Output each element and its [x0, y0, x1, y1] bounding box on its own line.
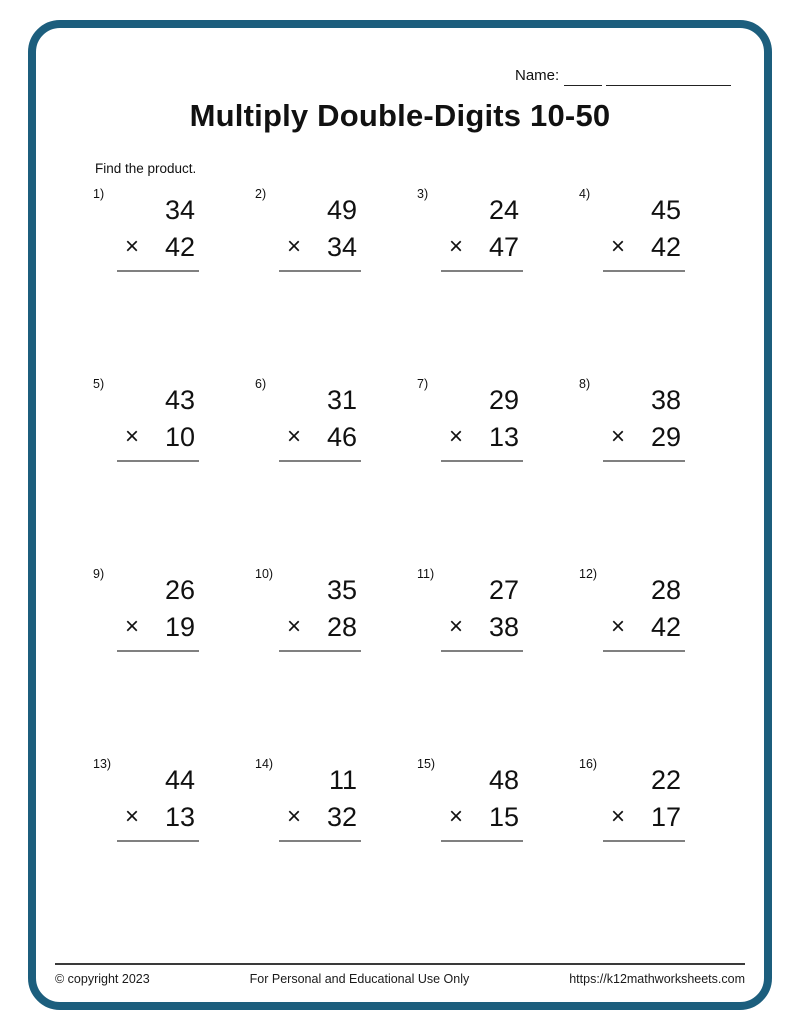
multiplier: 13: [488, 422, 519, 452]
multiplicand: 11: [328, 765, 357, 795]
problem-cell: [417, 376, 579, 566]
multiply-icon: ×: [611, 803, 626, 830]
problem-number: 4): [579, 187, 591, 201]
answer-line[interactable]: [117, 270, 199, 272]
problem-cell: [93, 186, 255, 376]
problem-work-area: [449, 762, 519, 842]
answer-line[interactable]: [279, 840, 361, 842]
operator-row: [449, 229, 519, 265]
problem-work-area: [125, 572, 195, 652]
problem-work-area: [449, 382, 519, 462]
problem-number: 9): [93, 567, 105, 581]
problem-cell: [93, 376, 255, 566]
problem-work-area: [449, 572, 519, 652]
operator-row: [611, 419, 681, 455]
name-line-segment: [564, 66, 602, 86]
multiply-icon: ×: [611, 423, 626, 450]
problem-work-area: [125, 762, 195, 842]
multiply-icon: ×: [125, 803, 140, 830]
answer-line[interactable]: [117, 650, 199, 652]
multiplier: 32: [326, 802, 357, 832]
name-label: Name:: [515, 67, 560, 84]
answer-line[interactable]: [441, 460, 523, 462]
problem-number: 1): [93, 187, 105, 201]
name-write-line: [564, 66, 731, 86]
multiplicand: 29: [488, 385, 519, 415]
multiplier: 29: [650, 422, 681, 452]
multiply-icon: ×: [449, 233, 464, 260]
multiplicand: 24: [488, 195, 519, 225]
problem-work-area: [125, 382, 195, 462]
problem-work-area: [125, 192, 195, 272]
problem-number: 8): [579, 377, 591, 391]
footer-divider: [55, 963, 745, 965]
operator-row: [449, 799, 519, 835]
answer-line[interactable]: [603, 840, 685, 842]
problem-work-area: [611, 382, 681, 462]
problem-work-area: [287, 382, 357, 462]
multiply-icon: ×: [287, 803, 302, 830]
multiplicand: 43: [164, 385, 195, 415]
multiply-icon: ×: [611, 233, 626, 260]
footer-url[interactable]: https://k12mathworksheets.com: [569, 972, 745, 986]
multiply-icon: ×: [449, 803, 464, 830]
problem-work-area: [611, 192, 681, 272]
multiplier: 38: [488, 612, 519, 642]
answer-line[interactable]: [279, 650, 361, 652]
answer-line[interactable]: [441, 270, 523, 272]
problem-number: 2): [255, 187, 267, 201]
problem-number: 11): [417, 567, 435, 581]
multiplicand: 31: [326, 385, 357, 415]
operator-row: [449, 419, 519, 455]
operator-row: [287, 229, 357, 265]
operator-row: [125, 799, 195, 835]
operator-row: [287, 419, 357, 455]
problem-cell: [255, 186, 417, 376]
problems-grid: [93, 186, 743, 946]
multiply-icon: ×: [611, 613, 626, 640]
answer-line[interactable]: [279, 270, 361, 272]
problem-work-area: [611, 762, 681, 842]
footer-usage-text: For Personal and Educational Use Only: [249, 972, 470, 986]
multiplier: 10: [164, 422, 195, 452]
multiplicand: 48: [488, 765, 519, 795]
problem-number: 16): [579, 757, 598, 771]
page-title: Multiply Double-Digits 10-50: [189, 98, 611, 133]
problem-number: 12): [579, 567, 598, 581]
operator-row: [287, 799, 357, 835]
footer-copyright: © copyright 2023: [55, 972, 150, 986]
instruction-text: Find the product.: [95, 161, 197, 176]
multiplier: 17: [650, 802, 681, 832]
answer-line[interactable]: [441, 650, 523, 652]
problem-number: 7): [417, 377, 429, 391]
answer-line[interactable]: [117, 460, 199, 462]
multiplier: 42: [650, 612, 681, 642]
operator-row: [611, 799, 681, 835]
answer-line[interactable]: [603, 460, 685, 462]
multiplier: 34: [326, 232, 357, 262]
multiply-icon: ×: [449, 613, 464, 640]
problem-cell: [255, 756, 417, 946]
name-line-segment: [606, 66, 731, 86]
problem-work-area: [287, 762, 357, 842]
answer-line[interactable]: [441, 840, 523, 842]
problem-cell: [579, 376, 741, 566]
multiply-icon: ×: [287, 233, 302, 260]
multiplicand: 49: [326, 195, 357, 225]
multiplier: 47: [488, 232, 519, 262]
problem-number: 3): [417, 187, 429, 201]
multiplier: 19: [164, 612, 195, 642]
problem-number: 15): [417, 757, 436, 771]
answer-line[interactable]: [117, 840, 199, 842]
multiply-icon: ×: [287, 613, 302, 640]
operator-row: [287, 609, 357, 645]
problem-number: 14): [255, 757, 274, 771]
problem-cell: [579, 186, 741, 376]
multiplier: 13: [164, 802, 195, 832]
operator-row: [611, 609, 681, 645]
problem-number: 5): [93, 377, 105, 391]
problem-cell: [255, 566, 417, 756]
problem-cell: [417, 566, 579, 756]
multiplicand: 38: [650, 385, 681, 415]
multiplicand: 22: [650, 765, 681, 795]
multiply-icon: ×: [125, 233, 140, 260]
multiply-icon: ×: [287, 423, 302, 450]
operator-row: [449, 609, 519, 645]
name-field-row: [515, 62, 731, 86]
multiply-icon: ×: [125, 613, 140, 640]
multiplier: 28: [326, 612, 357, 642]
multiply-icon: ×: [125, 423, 140, 450]
multiply-icon: ×: [449, 423, 464, 450]
footer: [55, 972, 745, 986]
problem-number: 6): [255, 377, 267, 391]
multiplier: 15: [488, 802, 519, 832]
operator-row: [125, 229, 195, 265]
multiplicand: 26: [164, 575, 195, 605]
multiplicand: 27: [488, 575, 519, 605]
multiplicand: 35: [326, 575, 357, 605]
problem-cell: [93, 756, 255, 946]
problem-number: 10): [255, 567, 274, 581]
problem-number: 13): [93, 757, 112, 771]
problem-work-area: [611, 572, 681, 652]
answer-line[interactable]: [603, 650, 685, 652]
problem-cell: [417, 186, 579, 376]
problem-cell: [579, 756, 741, 946]
multiplicand: 45: [650, 195, 681, 225]
multiplicand: 44: [164, 765, 195, 795]
multiplier: 42: [164, 232, 195, 262]
operator-row: [125, 419, 195, 455]
multiplicand: 28: [650, 575, 681, 605]
problem-cell: [93, 566, 255, 756]
problem-cell: [255, 376, 417, 566]
problem-cell: [417, 756, 579, 946]
problem-work-area: [287, 572, 357, 652]
multiplier: 46: [326, 422, 357, 452]
problem-cell: [579, 566, 741, 756]
problem-work-area: [449, 192, 519, 272]
answer-line[interactable]: [603, 270, 685, 272]
operator-row: [611, 229, 681, 265]
operator-row: [125, 609, 195, 645]
problem-work-area: [287, 192, 357, 272]
multiplicand: 34: [164, 195, 195, 225]
multiplier: 42: [650, 232, 681, 262]
answer-line[interactable]: [279, 460, 361, 462]
